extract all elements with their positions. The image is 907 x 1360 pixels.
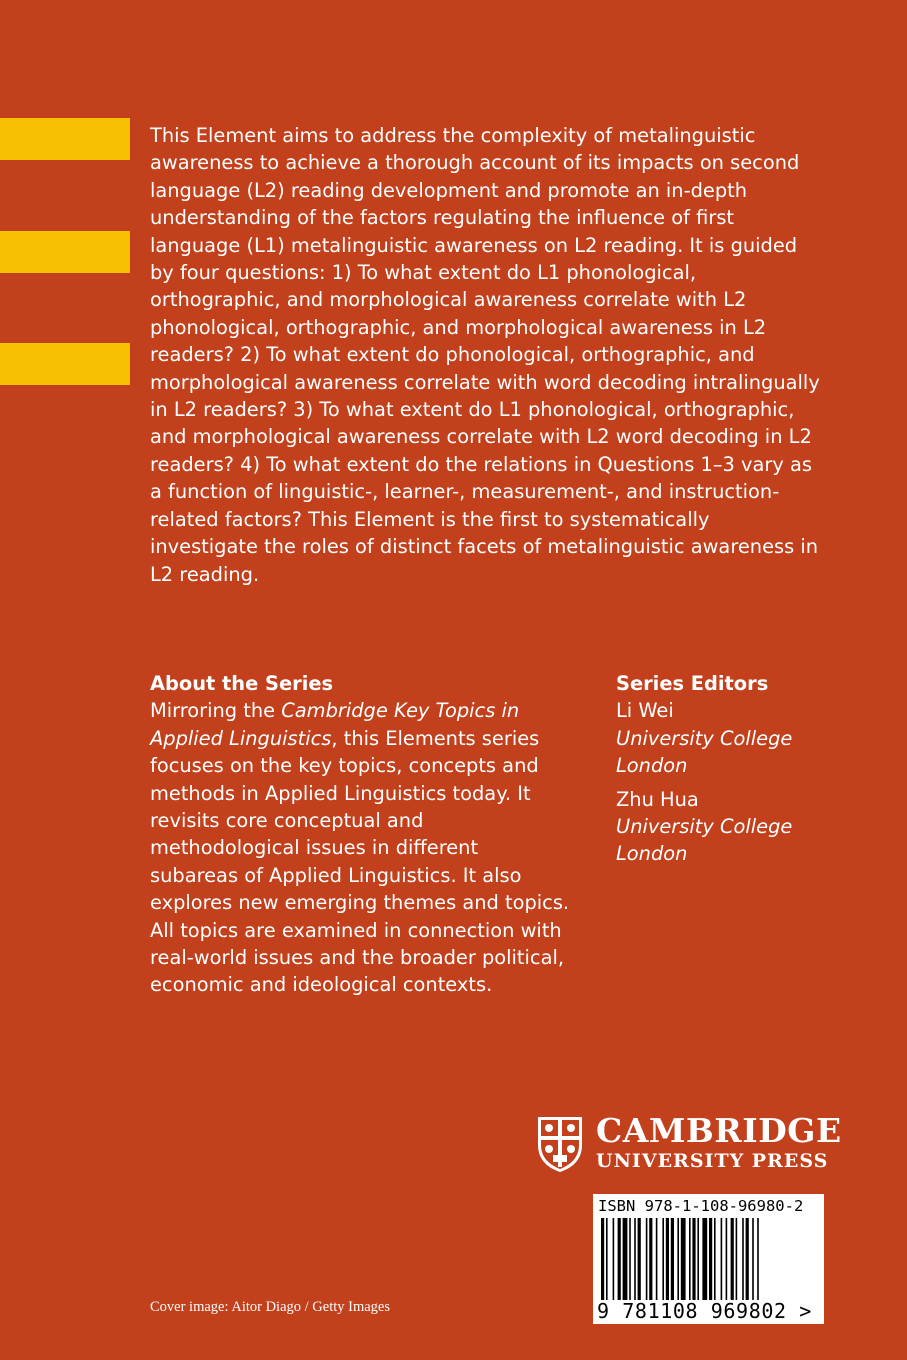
accent-bar bbox=[0, 343, 130, 385]
series-editors-heading: Series Editors bbox=[616, 672, 769, 695]
series-editors bbox=[616, 670, 846, 874]
about-series-text bbox=[150, 697, 570, 998]
series-book-title: Cambridge Key Topics in Applied Linguistics bbox=[150, 699, 520, 750]
accent-bar bbox=[0, 231, 130, 273]
editor-affiliation: University College London bbox=[616, 815, 793, 866]
editor-name: Zhu Hua bbox=[616, 787, 699, 811]
editor-entry bbox=[616, 786, 846, 868]
about-series-heading: About the Series bbox=[150, 672, 334, 695]
accent-bar bbox=[0, 118, 130, 160]
cover-image-credit: Cover image: Aitor Diago / Getty Images bbox=[150, 1299, 391, 1315]
about-body: , this Elements series focuses on the key topics, concepts and methods in Applied Linguistics today. It revisits core conceptual and methodological issues in different subareas of Applied Linguistics. It also explores new emerging themes and topics. All topics are examined in connection with real-world issues and the broader political, economic and ideological contexts. bbox=[150, 726, 570, 997]
cambridge-shield-icon bbox=[536, 1115, 584, 1173]
publisher-press: UNIVERSITY PRESS bbox=[596, 1150, 829, 1172]
publisher-logo bbox=[536, 1111, 842, 1178]
barcode-icon bbox=[601, 1218, 815, 1300]
ean-digits: 9 781108 969802 > bbox=[597, 1299, 812, 1323]
isbn-label: ISBN 978-1-108-96980-2 bbox=[598, 1197, 804, 1215]
editor-affiliation: University College London bbox=[616, 726, 793, 778]
editor-entry bbox=[616, 697, 846, 779]
about-series bbox=[150, 670, 570, 999]
about-intro: Mirroring the bbox=[150, 699, 282, 723]
abstract-text: This Element aims to address the complexity of metalinguistic awareness to achieve a thorough account of its impacts on second language (L2) reading development and promote an in-depth understanding of the factors regulating the influence of first language (L1) metalinguistic awareness on L2 reading. It is guided by four questions: 1) To what extent do L1 phonological, orthographic, and morphological awareness correlate with L2 phonological, orthographic, and morphological awareness in L2 readers? 2) To what extent do phonological, orthographic, and morphological awareness correlate with word decoding intralingually in L2 readers? 3) To what extent do L1 phonological, orthographic, and morphological awareness correlate with L2 word decoding in L2 readers? 4) To what extent do the relations in Questions 1–3 vary as a function of linguistic-, learner-, measurement-, and instruction-related factors? This Element is the first to systematically investigate the roles of distinct facets of metalinguistic awareness in L2 reading. bbox=[150, 124, 820, 586]
barcode-box bbox=[593, 1194, 824, 1324]
editor-name: Li Wei bbox=[616, 699, 674, 723]
publisher-name: CAMBRIDGE bbox=[596, 1111, 842, 1150]
